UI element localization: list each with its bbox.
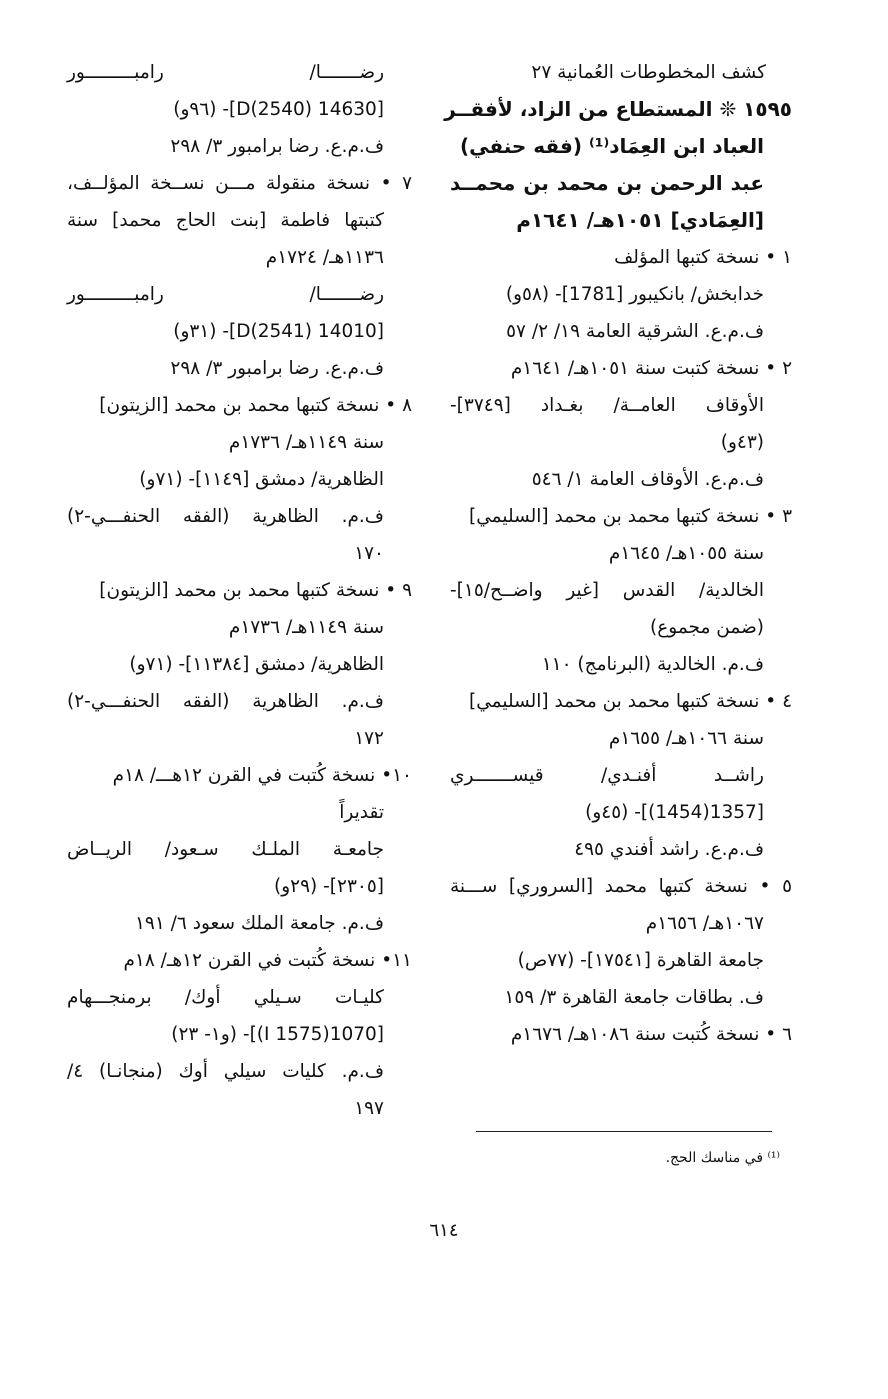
text-line: الأوقاف العامــة/ بغـداد [٣٧٤٩]-: [450, 395, 764, 416]
text-line: خدابخش/ بانكيبور [1781]- (٥٨و): [505, 284, 764, 305]
text-line: [العِمَادي] ١٠٥١هـ/ ١٦٤١م: [516, 208, 764, 232]
right-column: [444, 54, 792, 1053]
text-line: رضـــــــا/ رامبـــــــــور: [67, 62, 384, 83]
text-line: ١٩٧: [354, 1098, 384, 1119]
text-line: سنة ١٠٦٦هـ/ ١٦٥٥م: [608, 728, 764, 749]
text-line: ١٧٢: [354, 728, 384, 749]
text-line: [14010 D(2541)]- (٣١و): [173, 321, 384, 342]
text-line: ١١٣٦هـ/ ١٧٢٤م: [265, 247, 384, 268]
text-line: ٧ • نسخة منقولة مـــن نســخة المؤلــف،: [67, 173, 412, 194]
text-line: راشــد أفنـدي/ قيســـــــري: [450, 765, 764, 786]
text-line: [1070(1575 I)]- (و١- ٢٣): [171, 1024, 384, 1045]
text-line: ٥ • نسخة كتبها محمد [السروري] ســـنة: [450, 876, 792, 897]
text-line: ف.م. كليات سيلي أوك (منجانـا) ٤/: [67, 1061, 384, 1082]
text-line: ٦ • نسخة كُتبت سنة ١٠٨٦هـ/ ١٦٧٦م: [510, 1024, 792, 1045]
text-line: سنة ١٠٥٥هـ/ ١٦٤٥م: [608, 543, 764, 564]
text-line: [14630 D(2540)]- (٩٦و): [173, 99, 384, 120]
text-line: [1357(1454)]- (٤٥و): [585, 802, 764, 823]
text-line: ف.م. الظاهرية (الفقه الحنفـــي-٢): [67, 506, 384, 527]
text-line: (٤٣و): [720, 432, 764, 453]
text-line: الخالدية/ القدس [غير واضــح/١٥]-: [450, 580, 764, 601]
text-line: سنة ١١٤٩هـ/ ١٧٣٦م: [228, 617, 384, 638]
text-line: ٨ • نسخة كتبها محمد بن محمد [الزيتون]: [99, 395, 412, 416]
text-line: ٢ • نسخة كتبت سنة ١٠٥١هـ/ ١٦٤١م: [510, 358, 792, 379]
text-line: ف.م.ع. الشرقية العامة ١٩/ ٢/ ٥٧: [506, 321, 764, 342]
text-line: ١٥٩٥ ❊ المستطاع من الزاد، لأفقــر: [444, 97, 792, 121]
text-line: جامعـة الملـك سـعود/ الريــاض: [67, 839, 384, 860]
text-line: ١٠٦٧هـ/ ١٦٥٦م: [645, 913, 764, 934]
text-line: ١٠• نسخة كُتبت في القرن ١٢هـــ/ ١٨م: [112, 765, 412, 786]
footnote-rule: [476, 1131, 772, 1132]
text-line: ف.م. الظاهرية (الفقه الحنفـــي-٢): [67, 691, 384, 712]
text-line: عبد الرحمن بن محمد بن محمــد: [450, 171, 764, 195]
text-line: جامعة القاهرة [١٧٥٤١]- (٧٧ص): [517, 950, 764, 971]
text-line: ٩ • نسخة كتبها محمد بن محمد [الزيتون]: [99, 580, 412, 601]
text-line: الظاهرية/ دمشق [١١٣٨٤]- (٧١و): [129, 654, 384, 675]
text-line: ف.م. جامعة الملك سعود ٦/ ١٩١: [134, 913, 384, 934]
text-line: ف. بطاقات جامعة القاهرة ٣/ ١٥٩: [504, 987, 764, 1008]
text-line: (ضمن مجموع): [650, 617, 764, 638]
right-column-lines: [444, 91, 792, 1053]
text-line: ف.م. الخالدية (البرنامج) ١١٠: [541, 654, 764, 675]
text-line: كتبتها فاطمة [بنت الحاج محمد] سنة: [67, 210, 384, 231]
text-line: الظاهرية/ دمشق [١١٤٩]- (٧١و): [139, 469, 384, 490]
text-line: ١١• نسخة كُتبت في القرن ١٢هـ/ ١٨م: [123, 950, 412, 971]
text-line: سنة ١١٤٩هـ/ ١٧٣٦م: [228, 432, 384, 453]
text-line: كليـات سـيلي أوك/ برمنجـــهام: [67, 987, 384, 1008]
text-line: ١ • نسخة كتبها المؤلف: [614, 247, 792, 268]
text-line: ف.م.ع. رضا برامبور ٣/ ٢٩٨: [170, 358, 384, 379]
text-line: ٣ • نسخة كتبها محمد بن محمد [السليمي]: [469, 506, 792, 527]
footnote: ⁽¹⁾ في مناسك الحج.: [665, 1150, 780, 1166]
text-line: ٤ • نسخة كتبها محمد بن محمد [السليمي]: [469, 691, 792, 712]
left-column-lines: [67, 54, 412, 1127]
text-line: [٢٣٠٥]- (٢٩و): [274, 876, 384, 897]
left-column: [67, 54, 412, 1127]
text-line: ف.م.ع. رضا برامبور ٣/ ٢٩٨: [170, 136, 384, 157]
page-header: كشف المخطوطات العُمانية ٢٧: [531, 62, 766, 83]
text-line: ١٧٠: [354, 543, 384, 564]
text-line: تقديراً: [339, 802, 384, 823]
text-line: العباد ابن العِمَاد⁽¹⁾ (فقه حنفي): [459, 134, 764, 158]
text-line: رضـــــــا/ رامبـــــــــور: [67, 284, 384, 305]
text-line: ف.م.ع. راشد أفندي ٤٩٥: [574, 839, 764, 860]
text-line: ف.م.ع. الأوقاف العامة ١/ ٥٤٦: [531, 469, 764, 490]
page-number: ٦١٤: [429, 1220, 459, 1241]
